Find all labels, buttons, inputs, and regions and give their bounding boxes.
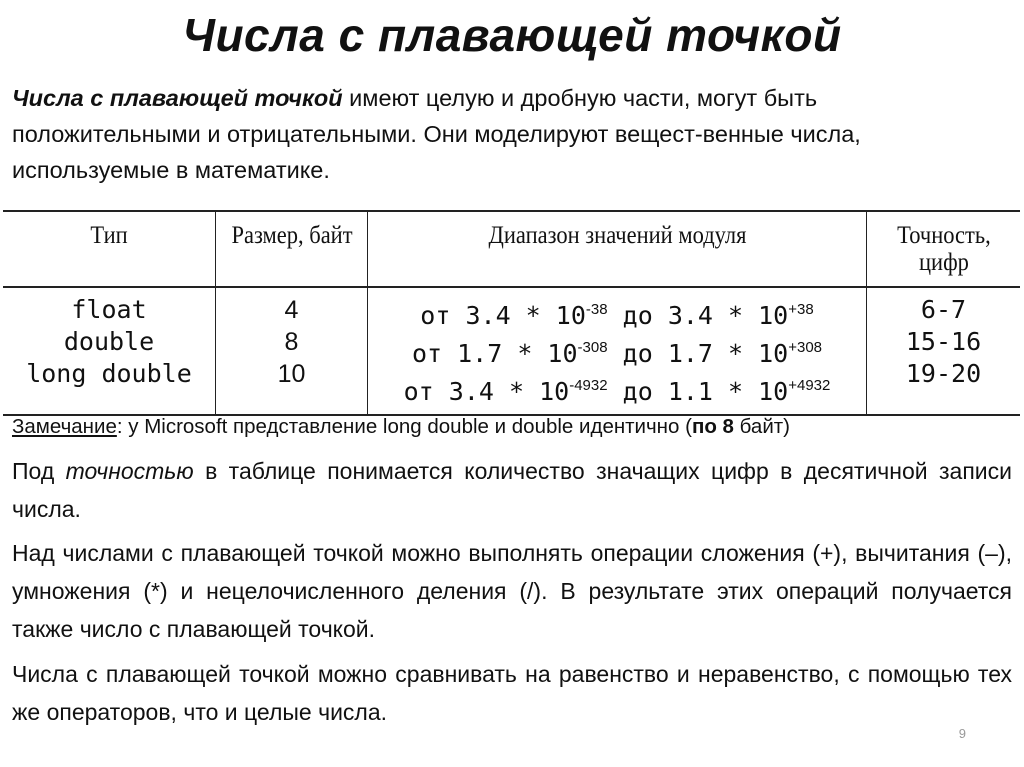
size-long-double: 10 [277,360,306,388]
p1-start: Под [12,458,66,484]
type-cell [3,287,216,415]
precision-double: 15-16 [905,327,982,356]
note [12,415,790,439]
header-type: Тип [14,211,205,287]
comparison-paragraph: Числа с плавающей точкой можно сравнивать на равенство и неравенство, с помощью тех же операторов, что и целые числа. [12,661,1012,725]
type-long-double: long double [26,359,192,388]
range-to-exp: +38 [788,301,814,318]
header-range: Диапазон значений модуля [392,211,841,287]
range-cell [368,287,867,415]
range-to: 1.7 * 10 [667,339,789,368]
page-number: 9 [958,726,966,741]
range-from: 3.4 * 10 [448,377,570,406]
intro-text: имеют целую и дробную части, могут быть положительными и отрицательными. Они моделируют вещест-венные числа, используемые в математике. [12,85,861,183]
from-label: от [403,377,434,406]
range-from-exp: -38 [585,301,608,318]
size-cell [216,287,368,415]
range-to-exp: +4932 [788,377,831,394]
header-size: Размер, байт [223,211,360,287]
operations-paragraph: Над числами с плавающей точкой можно выполнять операции сложения (+), вычитания (–), умножения (*) и нецелочисленного деления (/). В результате этих операций получается также число с плавающей точкой. [12,540,1012,642]
precision-float: 6-7 [920,295,967,324]
range-from: 1.7 * 10 [457,339,578,368]
table-body-row [3,287,1020,415]
range-from: 3.4 * 10 [465,301,586,330]
to-label: до [622,301,653,330]
note-bold: по 8 [691,415,734,438]
float-types-table [3,210,1020,416]
range-to: 1.1 * 10 [667,377,789,406]
from-label: от [420,301,451,330]
range-to-exp: +308 [788,339,823,356]
table-header-row [3,211,1020,287]
range-from-exp: -4932 [569,377,608,394]
size-float: 4 [284,296,299,324]
p1-end: в таблице понимается количество значащих цифр в десятичной записи числа. [12,458,1012,522]
range-float [370,294,864,332]
range-from-exp: -308 [577,339,608,356]
precision-paragraph [12,452,1012,528]
intro-paragraph [12,80,1012,188]
range-long-double [370,370,864,408]
p1-emphasis: точностью [65,458,194,484]
note-end: байт) [733,415,790,438]
header-precision: Точность, цифр [874,211,1012,287]
intro-term: Числа с плавающей точкой [12,85,343,111]
range-double [370,332,864,370]
range-to: 3.4 * 10 [667,301,789,330]
from-label: от [411,339,443,368]
size-double: 8 [284,328,299,356]
to-label: до [622,377,653,406]
type-float: float [71,295,147,324]
type-double: double [63,327,155,356]
note-text: : у Microsoft представление long double и double идентично ( [116,415,692,438]
precision-long-double: 19-20 [905,359,982,388]
note-label: Замечание [12,415,117,438]
to-label: до [622,339,653,368]
slide-title: Числа с плавающей точкой [182,9,842,61]
precision-cell [867,287,1021,415]
